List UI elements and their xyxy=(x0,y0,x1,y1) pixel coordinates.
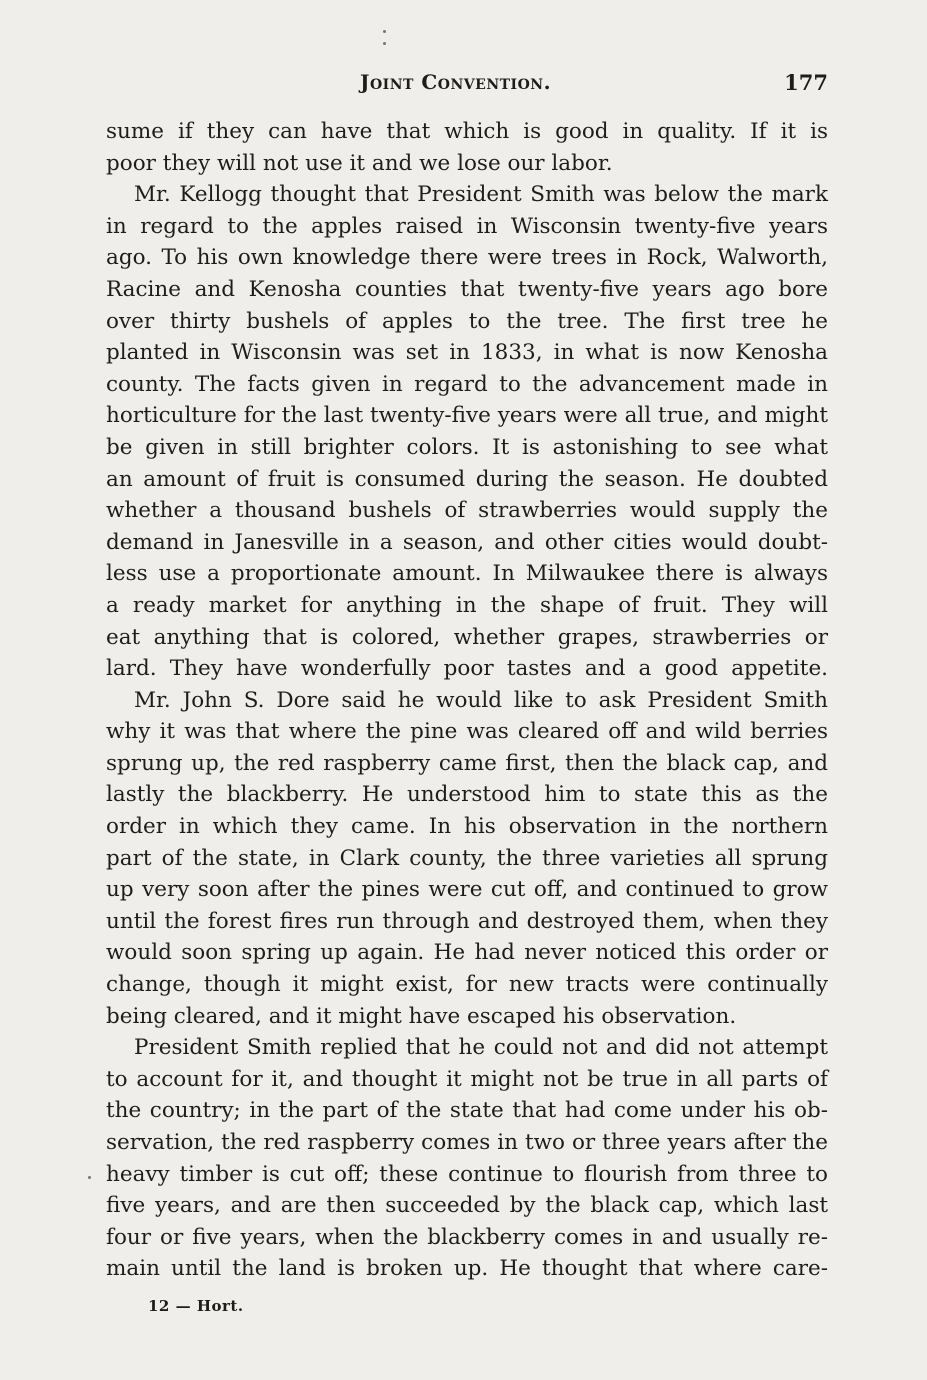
text-line: servation, the red raspberry comes in two or three years after the xyxy=(106,1130,828,1155)
text-line: lastly the blackberry. He understood him to state this as the xyxy=(106,782,828,808)
text-line: eat anything that is colored, whether grapes, strawberries or xyxy=(106,624,828,650)
text-line: Mr. John S. Dore said he would like to ask President Smith xyxy=(134,687,828,713)
signature-mark: 12 — Hort. xyxy=(148,1297,244,1315)
text-line: be given in still brighter colors. It is astonishing to see what xyxy=(106,434,828,460)
text-line: lard. They have wonderfully poor tastes and a good appetite. xyxy=(106,656,828,682)
text-line: horticulture for the last twenty-five years were all true, and might xyxy=(106,403,828,429)
text-line: an amount of fruit is consumed during the season. He doubted xyxy=(106,466,828,492)
paper-speck xyxy=(383,30,386,33)
text-line: ago. To his own knowledge there were trees in Rock, Walworth, xyxy=(106,245,828,271)
text-line: county. The facts given in regard to the advancement made in xyxy=(106,371,828,397)
paper-speck xyxy=(88,1176,91,1179)
text-line: less use a proportionate amount. In Milwaukee there is always xyxy=(106,561,828,587)
text-line: being cleared, and it might have escaped his observation. xyxy=(106,1003,737,1029)
text-line: part of the state, in Clark county, the three varieties all sprung xyxy=(106,845,828,871)
running-header xyxy=(110,70,828,100)
text-line: until the forest fires run through and destroyed them, when they xyxy=(106,908,828,934)
text-line: whether a thousand bushels of strawberries would supply the xyxy=(106,498,828,524)
text-line: five years, and are then succeeded by the black cap, which last xyxy=(106,1193,828,1219)
text-line: four or five years, when the blackberry comes in and usually re- xyxy=(106,1224,828,1250)
text-line: demand in Janesville in a season, and other cities would doubt- xyxy=(106,529,828,555)
text-line: change, though it might exist, for new tracts were continually xyxy=(106,972,828,998)
text-line: sprung up, the red raspberry came first, then the black cap, and xyxy=(106,750,828,776)
text-line: poor they will not use it and we lose our labor. xyxy=(106,150,613,176)
page-number: 177 xyxy=(784,70,828,95)
text-line: Racine and Kenosha counties that twenty-five years ago bore xyxy=(106,276,828,302)
text-line: would soon spring up again. He had never noticed this order or xyxy=(106,940,828,966)
text-line: to account for it, and thought it might not be true in all parts of xyxy=(106,1066,828,1092)
text-line: up very soon after the pines were cut off, and continued to grow xyxy=(106,877,828,903)
text-line: why it was that where the pine was cleared off and wild berries xyxy=(106,719,828,745)
text-line: President Smith replied that he could not and did not attempt xyxy=(134,1035,828,1061)
text-line: heavy timber is cut off; these continue to flourish from three to xyxy=(106,1161,828,1187)
text-line: the country; in the part of the state that had come under his ob- xyxy=(106,1098,828,1124)
running-title: Joint Convention. xyxy=(360,70,552,94)
text-line: sume if they can have that which is good in quality. If it is xyxy=(106,119,828,144)
text-line: planted in Wisconsin was set in 1833, in what is now Kenosha xyxy=(106,340,828,366)
text-line: order in which they came. In his observation in the northern xyxy=(106,814,828,840)
text-line: a ready market for anything in the shape of fruit. They will xyxy=(106,592,828,618)
paper-speck xyxy=(383,42,386,45)
text-line: main until the land is broken up. He thought that where care- xyxy=(106,1256,828,1282)
text-line: over thirty bushels of apples to the tree. The first tree he xyxy=(106,308,828,334)
text-line: in regard to the apples raised in Wisconsin twenty-five years xyxy=(106,213,828,239)
text-line: Mr. Kellogg thought that President Smith was below the mark xyxy=(134,182,828,208)
body-text xyxy=(106,116,828,1285)
